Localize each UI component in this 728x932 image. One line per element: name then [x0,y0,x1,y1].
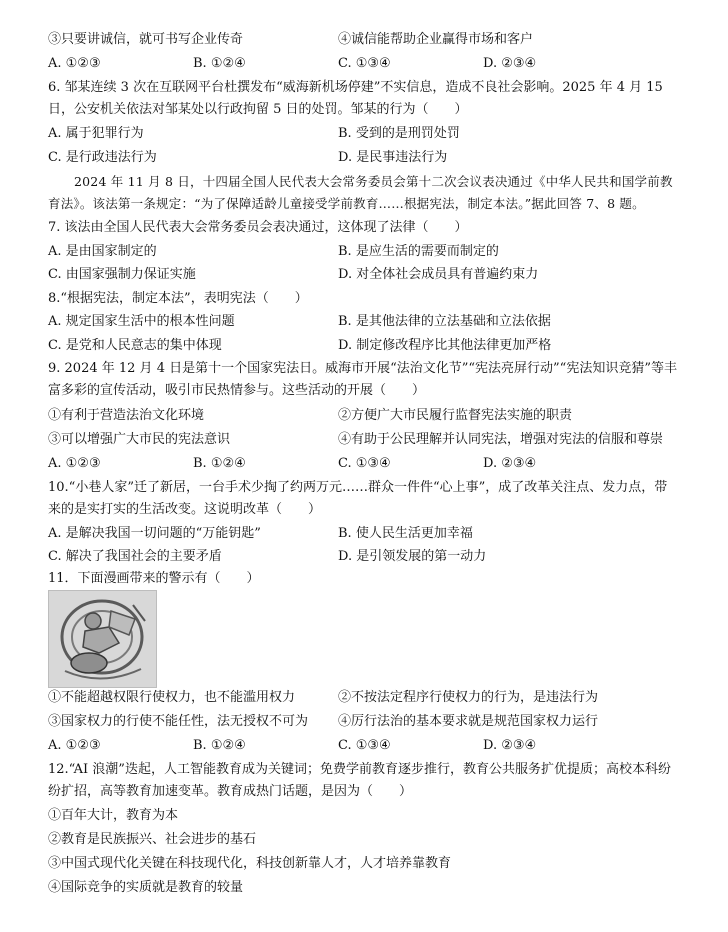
q6-option-c: C. 是行政违法行为 [48,150,157,165]
q12-statement-1: ①百年大计，教育为本 [48,808,179,823]
q11-stem: 11．下面漫画带来的警示有（ ） [48,571,260,586]
q12-statement-4: ④国际竞争的实质就是教育的较量 [48,880,244,895]
q5-option-c: C. ①③④ [338,56,391,71]
q8-option-b: B. 是其他法律的立法基础和立法依据 [338,314,551,329]
q12-statement-3: ③中国式现代化关键在科技现代化，科技创新靠人才，人才培养靠教育 [48,856,452,871]
q5-statement-3: ③只要讲诚信，就可书写企业传奇 [48,32,244,47]
q5-option-a: A. ①②③ [48,56,101,71]
q8-option-c: C. 是党和人民意志的集中体现 [48,338,222,353]
cartoon-drawing [49,591,156,687]
q11-option-c: C. ①③④ [338,738,391,753]
q9-statement-2: ②方便广大市民履行监督宪法实施的职责 [338,408,573,423]
q11-option-d: D. ②③④ [483,738,537,753]
q9-statement-3: ③可以增强广大市民的宪法意识 [48,432,231,447]
passage-7-8: 2024 年 11 月 8 日，十四届全国人民代表大会常务委员会第十二次会议表决通过《中华人民共和国学前教育法》。该法第一条规定：“为了保障适龄儿童接受学前教育……根据宪法，制定本法。”据此回答 7、8 题。 [48,174,673,211]
q8-option-d: D. 制定修改程序比其他法律更加严格 [338,338,552,353]
q11-statement-3: ③国家权力的行使不能任性，法无授权不可为 [48,714,309,729]
q9-statement-4: ④有助于公民理解并认同宪法，增强对宪法的信服和尊崇 [338,432,664,447]
cartoon-image [48,590,157,688]
q9-option-d: D. ②③④ [483,456,537,471]
q12-statement-2: ②教育是民族振兴、社会进步的基石 [48,832,257,847]
q7-option-a: A. 是由国家制定的 [48,244,157,259]
q5-option-d: D. ②③④ [483,56,537,71]
q8-option-a: A. 规定国家生活中的根本性问题 [48,314,235,329]
q10-option-c: C. 解决了我国社会的主要矛盾 [48,549,222,564]
q8-stem: 8.“根据宪法，制定本法”，表明宪法（ ） [48,291,308,306]
q5-statement-4: ④诚信能帮助企业赢得市场和客户 [338,32,534,47]
q10-option-a: A. 是解决我国一切问题的“万能钥匙” [48,526,261,541]
q9-stem: 9. 2024 年 12 月 4 日是第十一个国家宪法日。威海市开展“法治文化节”“宪法亮屏行动”“宪法知识竞猜”等丰富多彩的宣传活动，吸引市民热情参与。这些活动的开展（ ） [48,361,677,398]
q9-option-a: A. ①②③ [48,456,101,471]
q7-stem: 7. 该法由全国人民代表大会常务委员会表决通过，这体现了法律（ ） [48,220,468,235]
q11-statement-2: ②不按法定程序行使权力的行为，是违法行为 [338,690,599,705]
q11-statement-4: ④厉行法治的基本要求就是规范国家权力运行 [338,714,599,729]
q6-stem: 6. 邹某连续 3 次在互联网平台杜撰发布“威海新机场停建”不实信息，造成不良社会影响。2025 年 4 月 15 日，公安机关依法对邹某处以行政拘留 5 日的处罚。邹某的行为（ ） [48,80,663,117]
q9-statement-1: ①有利于营造法治文化环境 [48,408,205,423]
q12-stem: 12.“AI 浪潮”迭起，人工智能教育成为关键词；免费学前教育逐步推行，教育公共服务扩优提质；高校本科纷纷扩招，高等教育加速变革。教育成热门话题，是因为（ ） [48,762,671,799]
q5-option-b: B. ①②④ [193,56,246,71]
q11-option-a: A. ①②③ [48,738,101,753]
q10-option-d: D. 是引领发展的第一动力 [338,549,487,564]
q6-option-d: D. 是民事违法行为 [338,150,448,165]
q7-option-c: C. 由国家强制力保证实施 [48,267,196,282]
q9-option-c: C. ①③④ [338,456,391,471]
q11-option-b: B. ①②④ [193,738,246,753]
q7-option-b: B. 是应生活的需要而制定的 [338,244,499,259]
q7-option-d: D. 对全体社会成员具有普遍约束力 [338,267,539,282]
q9-option-b: B. ①②④ [193,456,246,471]
q6-option-b: B. 受到的是刑罚处罚 [338,126,460,141]
q6-option-a: A. 属于犯罪行为 [48,126,144,141]
q11-statement-1: ①不能超越权限行使权力，也不能滥用权力 [48,690,296,705]
q10-stem: 10.“小巷人家”迁了新居，一台手术少掏了约两万元……群众一件件“心上事”，成了改革关注点、发力点，带来的是实打实的生活改变。这说明改革（ ） [48,480,668,517]
q10-option-b: B. 使人民生活更加幸福 [338,526,473,541]
